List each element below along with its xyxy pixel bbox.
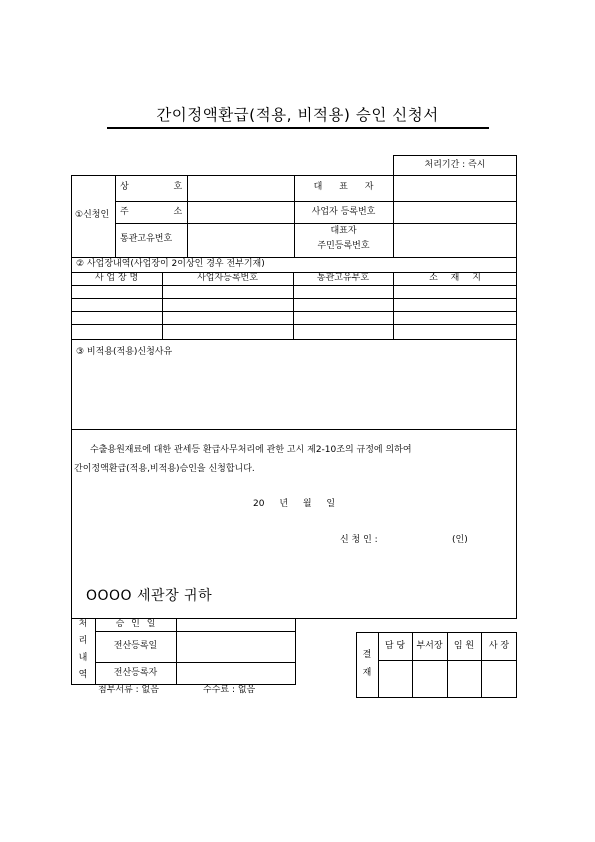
workplace-header-customs-code: 통관고유부호 xyxy=(316,273,370,283)
approval-role-president: 사 장 xyxy=(488,641,510,651)
processing-period: 처리기간 : 즉시 xyxy=(424,160,486,170)
computer-registrant-label: 전산등록자 xyxy=(113,668,158,678)
form-title: 간이정액환급(적용, 비적용) 승인 신청서 xyxy=(156,106,439,124)
reason-section-label: ③ 비적용(적용)신청사유 xyxy=(76,347,173,357)
address-label: 주 소 xyxy=(120,207,183,217)
processing-vlabel-4: 역 xyxy=(78,670,88,680)
seal-mark: (인) xyxy=(452,535,468,545)
section-divider xyxy=(71,429,517,430)
trade-name-label: 상 호 xyxy=(120,182,183,192)
computer-reg-date-label: 전산등록일 xyxy=(113,641,158,651)
workplace-row-line xyxy=(71,324,517,325)
workplace-section-label: ② 사업장내역(사업장이 2이상인 경우 전부기재) xyxy=(76,259,265,269)
processing-row-divider xyxy=(95,631,296,632)
processing-vlabel-3: 내 xyxy=(78,653,88,663)
applicant-row-divider xyxy=(115,201,517,202)
workplace-header-name: 사 업 장 명 xyxy=(94,273,139,283)
customs-id-label: 통관고유번호 xyxy=(120,234,173,244)
applicant-section-label: ①신청인 xyxy=(75,210,110,220)
attachments-note: 첨부서류 : 없음 xyxy=(98,685,159,695)
representative-label: 대 표 자 xyxy=(313,182,374,192)
title-underline xyxy=(107,127,489,129)
processing-vlabel-2: 리 xyxy=(78,636,88,646)
applicant-signature-label: 신 청 인 : xyxy=(340,535,378,545)
workplace-row-line xyxy=(71,285,517,286)
statement-line2: 간이정액환급(적용,비적용)승인을 신청합니다. xyxy=(74,464,255,474)
workplace-row-line xyxy=(71,298,517,299)
approval-role-staff: 담 당 xyxy=(384,641,406,651)
section-divider xyxy=(71,257,517,258)
approval-label-2: 재 xyxy=(362,668,372,678)
addressee: OOOO 세관장 귀하 xyxy=(86,588,213,604)
approval-row-divider xyxy=(378,660,517,661)
processing-col-divider xyxy=(176,618,177,685)
applicant-col-divider xyxy=(115,175,116,257)
application-date: 20 년 월 일 xyxy=(253,499,336,509)
biz-reg-label: 사업자 등록번호 xyxy=(311,207,376,217)
approval-label-1: 결 xyxy=(362,650,372,660)
approval-role-executive: 임 원 xyxy=(453,641,475,651)
workplace-header-biz-reg: 사업자등록번호 xyxy=(197,273,258,283)
fee-note: 수수료 : 없음 xyxy=(203,685,256,695)
approval-date-label: 승 인 일 xyxy=(115,619,156,629)
processing-vlabel-1: 처 xyxy=(78,619,88,629)
applicant-col-divider xyxy=(393,175,394,257)
workplace-row-line xyxy=(71,311,517,312)
rep-id-label-line1: 대표자 xyxy=(330,226,357,236)
workplace-header-location: 소 재 지 xyxy=(429,273,481,283)
applicant-col-divider xyxy=(187,175,188,257)
rep-id-label-line2: 주민등록번호 xyxy=(317,241,370,251)
statement-line1: 수출용원재료에 대한 관세등 환급사무처리에 관한 고시 제2-10조의 규정에 의하여 xyxy=(90,445,412,455)
section-divider xyxy=(71,339,517,340)
processing-row-divider xyxy=(95,662,296,663)
approval-role-dept-head: 부서장 xyxy=(416,641,443,651)
applicant-row-divider xyxy=(115,223,517,224)
